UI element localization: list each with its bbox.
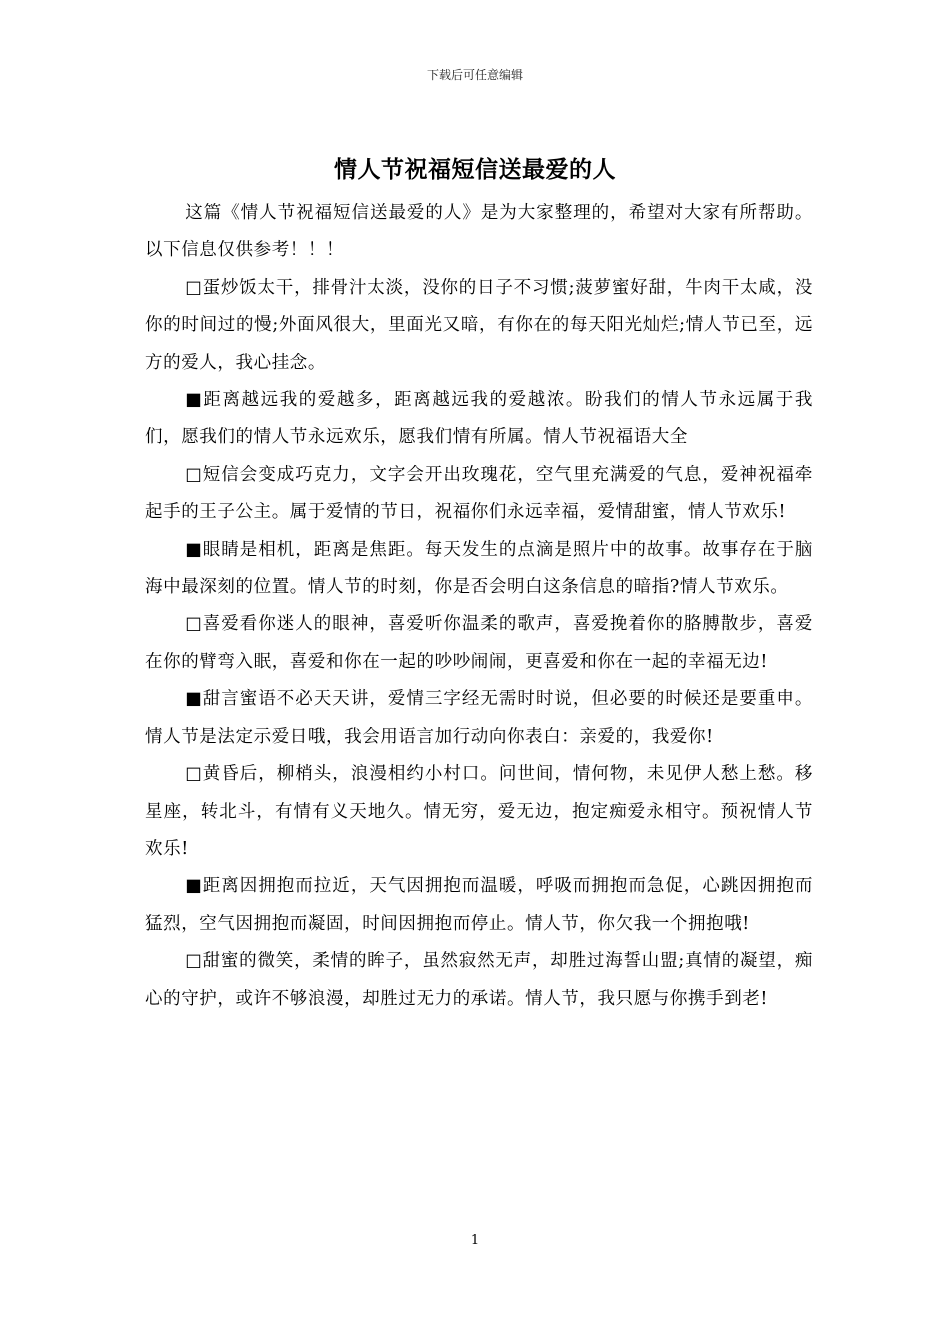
message-paragraph: □喜爱看你迷人的眼神，喜爱听你温柔的歌声，喜爱挽着你的胳膊散步，喜爱在你的臂弯入眠，喜爱和你在一起的吵吵闹闹，更喜爱和你在一起的幸福无边! [145,614,813,672]
message-paragraph: ■距离越远我的爱越多，距离越远我的爱越浓。盼我们的情人节永远属于我们，愿我们的情人节永远欢乐，愿我们情有所属。情人节祝福语大全 [145,390,813,448]
intro-paragraph: 这篇《情人节祝福短信送最爱的人》是为大家整理的，希望对大家有所帮助。以下信息仅供参考！！！ [145,203,813,261]
message-paragraph: □甜蜜的微笑，柔情的眸子，虽然寂然无声，却胜过海誓山盟;真情的凝望，痴心的守护，或许不够浪漫，却胜过无力的承诺。情人节，我只愿与你携手到老! [145,951,813,1009]
document-body [145,195,813,1018]
message-paragraph: □蛋炒饭太干，排骨汁太淡，没你的日子不习惯;菠萝蜜好甜，牛肉干太咸，没你的时间过的慢;外面风很大，里面光又暗，有你在的每天阳光灿烂;情人节已至，远方的爱人，我心挂念。 [145,277,813,373]
message-paragraph: ■距离因拥抱而拉近，天气因拥抱而温暖，呼吸而拥抱而急促，心跳因拥抱而猛烈，空气因拥抱而凝固，时间因拥抱而停止。情人节，你欠我一个拥抱哦! [145,876,813,934]
message-paragraph: □黄昏后，柳梢头，浪漫相约小村口。问世间，情何物，未见伊人愁上愁。移星座，转北斗，有情有义天地久。情无穷，爱无边，抱定痴爱永相守。预祝情人节欢乐! [145,764,813,859]
document-title: 情人节祝福短信送最爱的人 [334,156,616,183]
message-paragraph: ■眼睛是相机，距离是焦距。每天发生的点滴是照片中的故事。故事存在于脑海中最深刻的位置。情人节的时刻，你是否会明白这条信息的暗指?情人节欢乐。 [145,539,813,598]
message-paragraph: ■甜言蜜语不必天天讲，爱情三字经无需时时说，但必要的时候还是要重申。情人节是法定示爱日哦，我会用语言加行动向你表白：亲爱的，我爱你! [145,689,813,747]
page-number: 1 [470,1233,480,1248]
message-paragraph: □短信会变成巧克力，文字会开出玫瑰花，空气里充满爱的气息，爱神祝福牵起手的王子公主。属于爱情的节日，祝福你们永远幸福，爱情甜蜜，情人节欢乐! [145,464,813,523]
header-note: 下载后可任意编辑 [426,68,523,82]
